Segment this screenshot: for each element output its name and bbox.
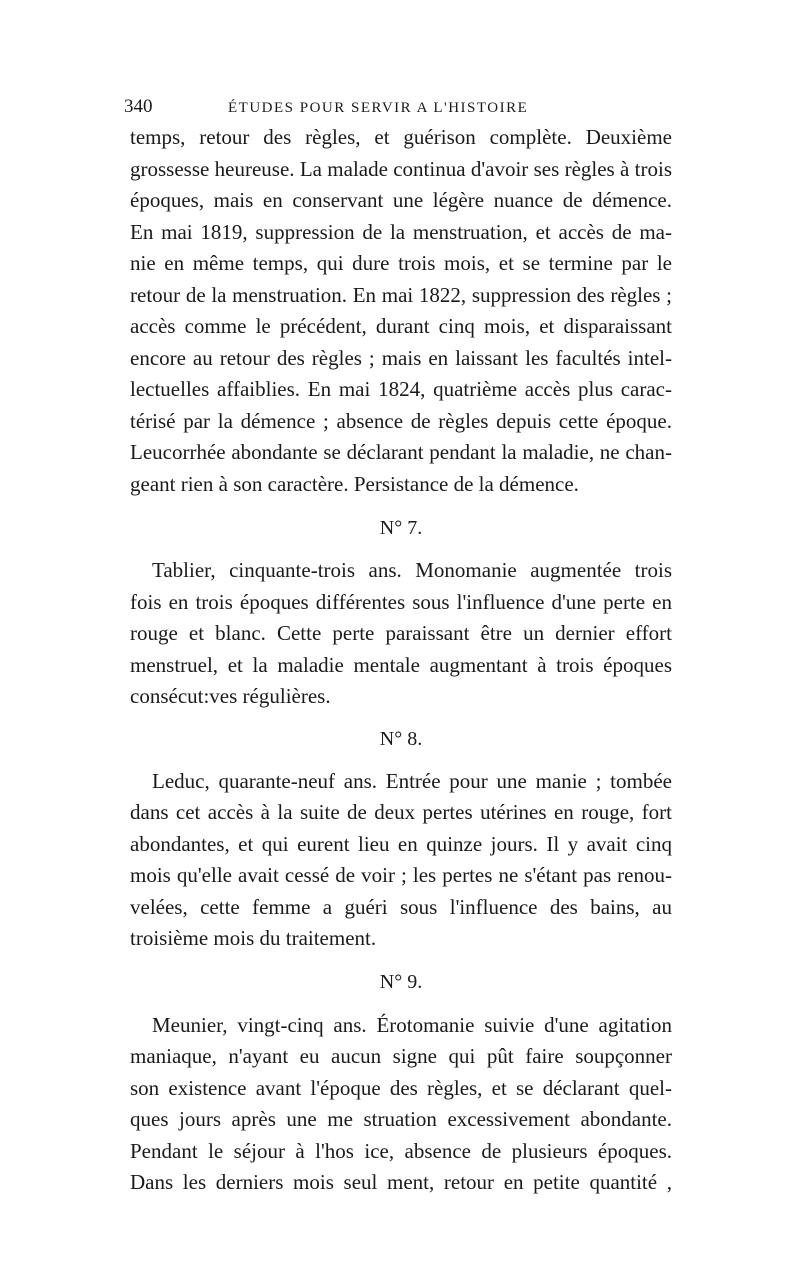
text-line: Meunier, vingt-cinq ans. Érotomanie suivie d'une agitation — [152, 1012, 672, 1037]
text-line: térisé par la démence ; absence de règles depuis cette époque. — [130, 408, 672, 433]
text-line: En mai 1819, suppression de la menstruation, et accès de ma- — [130, 219, 672, 244]
text-line: nie en même temps, qui dure trois mois, et se termine par le — [130, 251, 672, 275]
running-head — [124, 92, 672, 122]
case-7-paragraph — [130, 555, 672, 713]
text-line: Pendant le séjour à l'hos ice, absence de plusieurs époques. — [130, 1138, 672, 1163]
book-page — [124, 92, 672, 1199]
text-line: lectuelles affaiblies. En mai 1824, quatrième accès plus carac- — [130, 377, 672, 401]
case-9-heading: N° 9. — [379, 970, 423, 993]
text-line: menstruel, et la maladie mentale augmentant à trois époques — [130, 652, 672, 677]
text-line: mois qu'elle avait cessé de voir ; les pertes ne s'étant pas renou- — [130, 863, 672, 887]
case-6-continuation — [130, 122, 672, 500]
case-8-paragraph — [130, 766, 672, 955]
text-line: rouge et blanc. Cette perte paraissant être un dernier effort — [130, 621, 672, 645]
text-line: geant rien à son caractère. Persistance de la démence. — [130, 471, 579, 496]
text-line: époques, mais en conservant une légère nuance de démence. — [130, 188, 672, 212]
text-line: velées, cette femme a guéri sous l'influence des bains, au — [130, 894, 672, 919]
text-line: troisième mois du traitement. — [130, 926, 377, 950]
text-line: Dans les derniers mois seul ment, retour en petite quantité , — [130, 1170, 672, 1194]
case-9-paragraph — [130, 1010, 672, 1199]
case-8-heading: N° 8. — [379, 727, 423, 750]
text-line: Tablier, cinquante-trois ans. Monomanie augmentée trois — [152, 558, 672, 582]
text-line: retour de la menstruation. En mai 1822, suppression des règles ; — [130, 282, 672, 307]
text-line: encore au retour des règles ; mais en laissant les facultés intel- — [130, 345, 672, 370]
text-line: temps, retour des règles, et guérison complète. Deuxième — [130, 125, 672, 149]
text-line: dans cet accès à la suite de deux pertes utérines en rouge, fort — [130, 800, 672, 824]
text-line: son existence avant l'époque des règles, et se déclarant quel- — [130, 1075, 672, 1100]
page-number: 340 — [124, 96, 153, 117]
text-line: accès comme le précédent, durant cinq mois, et disparaissant — [130, 314, 672, 338]
text-line: maniaque, n'ayant eu aucun signe qui pût faire soupçonner — [130, 1044, 672, 1068]
text-line: consécut:ves régulières. — [130, 684, 331, 708]
text-line: abondantes, et qui eurent lieu en quinze jours. Il y avait cinq — [130, 831, 672, 856]
running-title: ÉTUDES POUR SERVIR A L'HISTOIRE — [228, 100, 529, 116]
text-line: ques jours après une me struation excessivement abondante. — [130, 1107, 672, 1131]
text-line: Leduc, quarante-neuf ans. Entrée pour une manie ; tombée — [152, 768, 672, 793]
text-line: fois en trois époques différentes sous l'influence d'une perte en — [130, 589, 672, 614]
text-line: Leucorrhée abondante se déclarant pendant la maladie, ne chan- — [130, 440, 672, 464]
text-line: grossesse heureuse. La malade continua d'avoir ses règles à trois — [130, 156, 672, 181]
case-7-heading: N° 7. — [379, 517, 423, 539]
